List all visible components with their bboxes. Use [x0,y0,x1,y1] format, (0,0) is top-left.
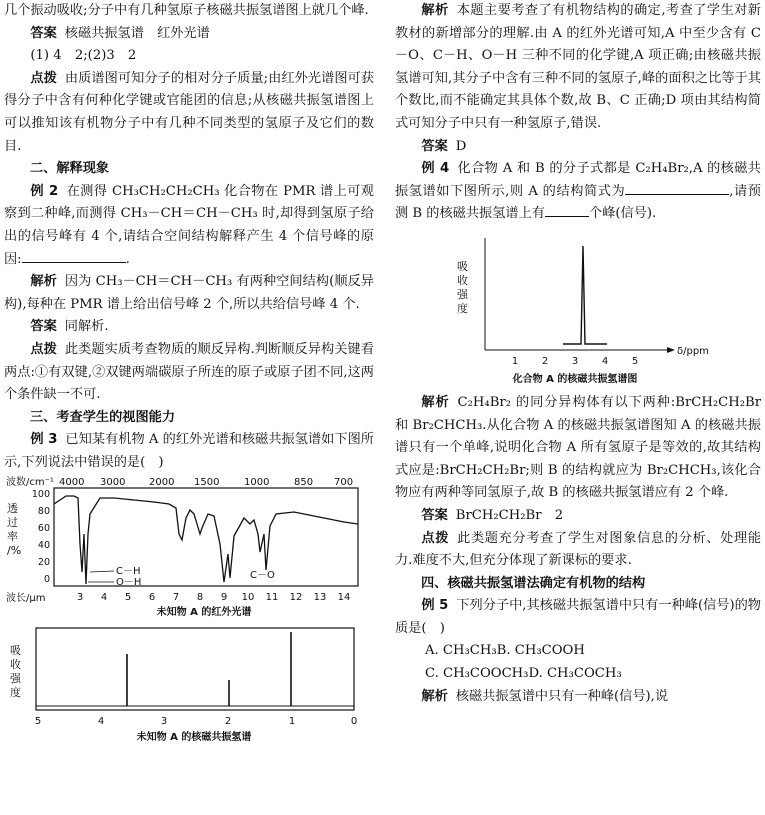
answer-1: 答案 核磁共振氢谱 红外光谱 [30,25,210,41]
svg-text:7: 7 [172,592,180,604]
ir-top-ticks [59,477,353,488]
ir-ann-co: C－O [250,570,275,582]
ir-caption: 未知物 A 的红外光谱 [156,607,252,619]
section-heading-2: 二、解释现象 [30,161,110,177]
svg-text:80: 80 [37,506,50,518]
svg-text:10: 10 [241,592,255,604]
ir-x-ticks [77,592,351,603]
svg-text:4: 4 [100,592,108,604]
svg-text:60: 60 [37,523,50,535]
svg-text:5: 5 [34,716,42,728]
ir-annotations [88,566,275,588]
ir-top-tick: 3000 [100,477,126,489]
svg-text:度: 度 [10,686,21,700]
option-a: A. CH₃CH₃ [425,643,497,659]
answer-2: 答案 同解析. [30,319,109,335]
svg-text:100: 100 [31,489,50,501]
svg-text:6: 6 [148,592,156,604]
ir-trace [54,496,358,584]
analysis-4: 解析 C₂H₄Br₂ 的同分异构体有以下两种:BrCH₂CH₂Br 和 Br₂CHCH₃.从化合物 A 的核磁共振氢谱图知 A 的核磁共振谱只有一个单峰,说明化合物 A 所有氢原子是等效的,故其结构式应是:BrCH₂CH₂Br;则 B 的结构就应为 Br₂CHCH₃,该化合物应有两种等同氢原子,故 B 的核磁共振氢谱应有 2 个峰. [395,394,761,501]
svg-text:9: 9 [220,592,228,604]
nmr1-y-label [10,644,22,699]
svg-text:4: 4 [601,355,609,367]
svg-text:13: 13 [313,592,327,604]
svg-text:8: 8 [196,592,204,604]
svg-text:0: 0 [350,716,358,728]
answer-blank [625,182,729,195]
option-c: C. CH₃COOCH₃ [425,666,529,682]
ir-top-tick: 4000 [59,477,85,489]
svg-text:12: 12 [289,592,303,604]
example-5: 例 5 下列分子中,其核磁共振氢谱中只有一种峰(信号)的物质是( ) [395,598,761,636]
svg-text:20: 20 [37,557,50,569]
analysis-2: 解析 因为 CH₃－CH＝CH－CH₃ 有两种空间结构(顺反异构),每种在 PMR 谱上给出信号峰 2 个,所以共给信号峰 4 个. [4,274,374,312]
options-row-1 [395,640,761,663]
nmr2-caption: 化合物 A 的核磁共振氢谱图 [512,373,638,385]
svg-text:4: 4 [97,716,105,728]
svg-text:1: 1 [511,355,519,367]
nmr2-y-label [457,260,469,315]
svg-text:11: 11 [265,592,279,604]
nmr2-x-unit: δ/ppm [677,345,709,357]
paragraph-continued: 几个振动吸收;分子中有几种氢原子核磁共振氢谱图上就几个峰. [4,3,369,18]
svg-text:40: 40 [37,540,50,552]
svg-text:3: 3 [571,355,579,367]
answer-1-values: (1) 4 2;(2)3 2 [30,48,137,64]
nmr1-caption: 未知物 A 的核磁共振氢谱 [136,732,252,744]
nmr-spectrum-figure-2 [395,230,761,390]
svg-text:2: 2 [224,716,232,728]
svg-text:透: 透 [7,502,18,516]
option-d: D. CH₃COCH₃ [528,666,622,682]
svg-text:3: 3 [76,592,84,604]
svg-text:率: 率 [7,530,18,544]
ir-top-tick: 700 [334,477,354,489]
svg-text:14: 14 [337,592,351,604]
tip-4: 点拨 此类题充分考查了学生对图象信息的分析、处理能力.难度不大,但充分体现了新课标的要求. [395,530,762,569]
options-row-2 [395,663,761,686]
svg-text:过: 过 [7,516,18,530]
svg-text:1: 1 [288,716,296,728]
answer-4: 答案 BrCH₂CH₂Br 2 [421,507,564,523]
ir-spectrum-figure [4,474,374,622]
nmr-spectrum-figure-1 [4,626,374,748]
ir-y-label [7,502,21,557]
ir-y-ticks [32,489,50,585]
ir-ann-oh: O－H [116,577,142,589]
answer-blank [22,250,126,263]
svg-text:0: 0 [43,574,50,586]
ir-ann-ch: C－H [116,566,141,578]
ir-top-tick: 850 [294,477,314,489]
nmr1-x-ticks [35,716,357,727]
nmr2-peak [563,246,607,344]
answer-3: 答案 D [421,138,467,154]
ir-wavenumber-label: 波数/cm⁻¹ [6,477,54,489]
svg-text:5: 5 [631,355,639,367]
tip-2: 点拨 此类题实质考查物质的顺反异构.判断顺反异构关键看两点:①有双键,②双键两端碳原子所连的原子或原子团不同,这两个条件缺一不可. [4,341,374,403]
svg-text:强: 强 [457,287,468,301]
example-2: 例 2 在测得 CH₃CH₂CH₂CH₃ 化合物在 PMR 谱上可观察到二种峰,而测得 CH₃－CH＝CH－CH₃ 时,却得到氢原子给出的信号峰有 4 个,请结合空间结构解释产生 4 个信号峰的原因: . [4,183,374,267]
svg-text:/%: /% [7,544,22,558]
svg-text:收: 收 [457,273,468,287]
nmr1-plot-frame [36,628,354,710]
svg-text:3: 3 [160,716,168,728]
svg-text:强: 强 [10,672,21,686]
svg-text:吸: 吸 [10,644,21,658]
svg-text:2: 2 [541,355,549,367]
ir-top-tick: 2000 [149,477,175,489]
ir-top-tick: 1500 [194,477,220,489]
nmr2-axis-arrow [667,347,675,353]
example-4: 例 4 化合物 A 和 B 的分子式都是 C₂H₄Br₂,A 的核磁共振氢谱如下图所示,则 A 的结构简式为 ,请预测 B 的核磁共振氢谱上有 个峰(信号). [395,161,761,222]
analysis-5: 解析 核磁共振氢谱中只有一种峰(信号),说 [421,688,669,704]
answer-blank [545,204,589,217]
svg-text:收: 收 [10,658,21,672]
option-b: B. CH₃COOH [496,643,585,659]
ir-top-tick: 1000 [244,477,270,489]
tip-1: 点拨 由质谱图可知分子的相对分子质量;由红外光谱图可获得分子中含有何种化学键或官能团的信息;从核磁共振氢谱图上可以推知该有机物分子中有几种不同类型的氢原子及它们的数目. [4,70,374,154]
svg-text:吸: 吸 [457,259,468,273]
section-heading-4: 四、核磁共振氢谱法确定有机物的结构 [421,575,646,591]
section-heading-3: 三、考查学生的视图能力 [30,409,176,425]
nmr2-x-ticks [512,356,638,367]
left-column [4,0,374,748]
svg-text:度: 度 [457,301,468,315]
ir-x-label: 波长/μm [6,593,46,605]
svg-text:5: 5 [124,592,132,604]
example-3: 例 3 已知某有机物 A 的红外光谱和核磁共振氢谱如下图所示,下列说法中错误的是( ) [4,432,374,470]
analysis-3: 解析 本题主要考查了有机物结构的确定,考查了学生对新教材的新增部分的理解.由 A 的红外光谱可知,A 中至少含有 C－O、C－H、O－H 三种不同的化学键,A 项正确;由核磁共振氢谱可知,其分子中含有三种不同的氢原子,峰的面积之比等于其个数比,而不能确定其具体个数,故 B、C 正确;D 项由其结构简式可知分子中只有一种氢原子,错误. [395,3,761,131]
right-column [395,0,761,708]
